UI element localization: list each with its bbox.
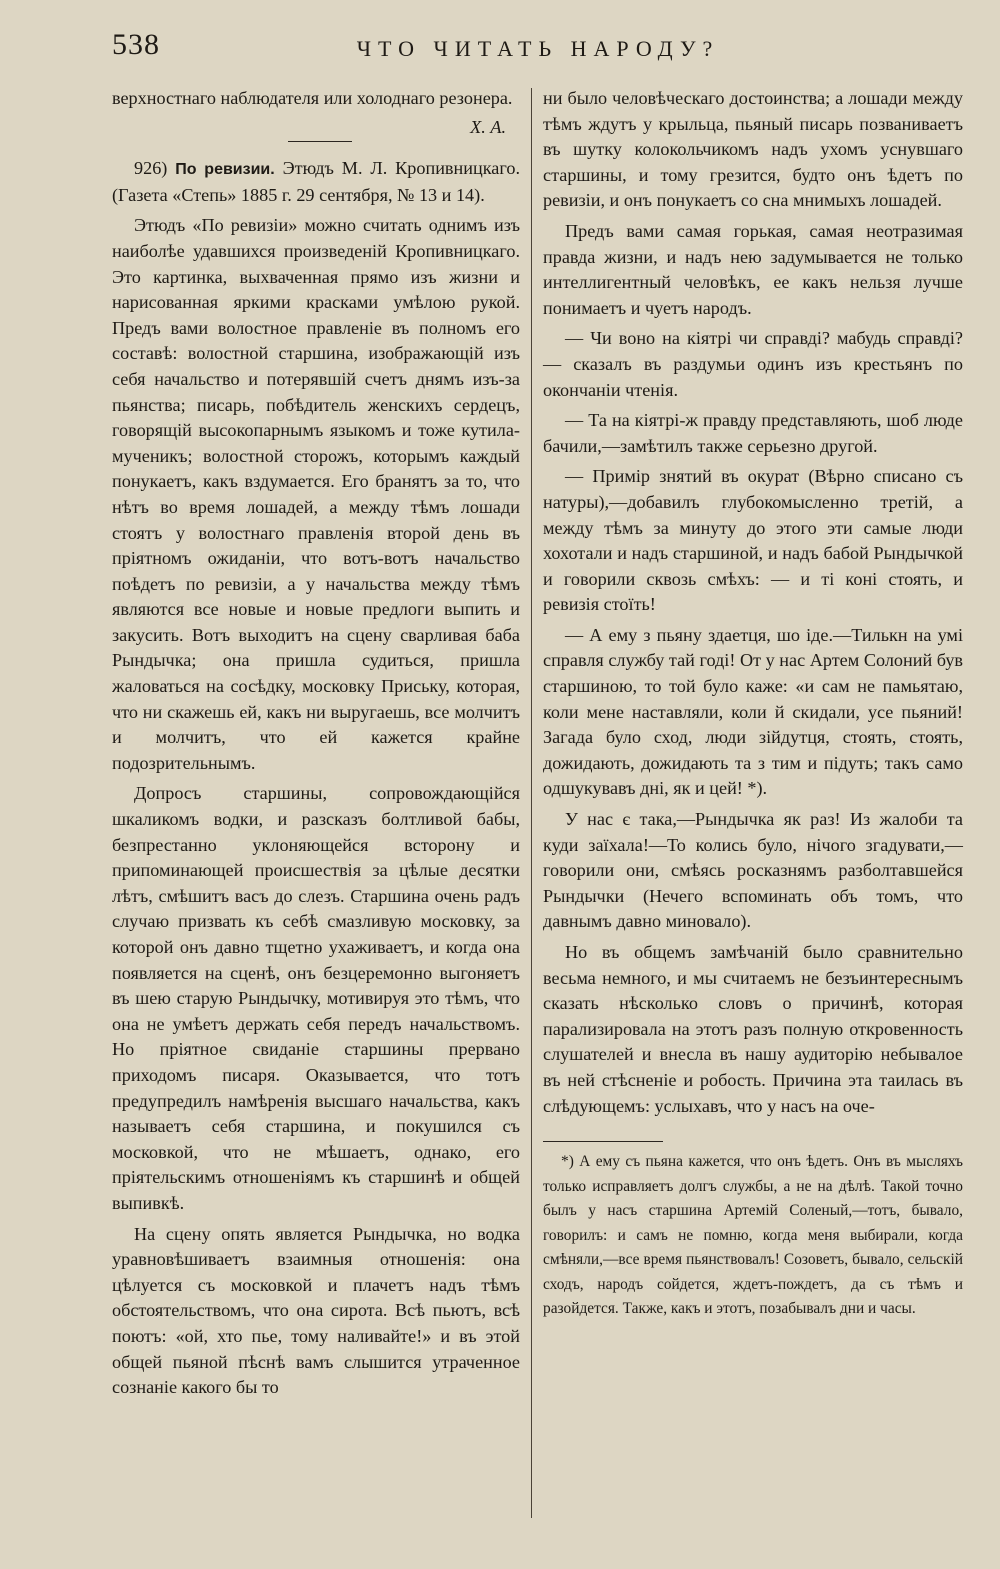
author-signature: Х. А. bbox=[470, 116, 506, 137]
paragraph: ни было человѣческаго достоинства; а лошади между тѣмъ ждутъ у крыльца, пьяный писарь позваниваетъ въ шутку колокольчикомъ надъ ухомъ уснувшаго старшины, и тому грезится, будто онъ ѣдетъ по ревизіи, и онъ понукаетъ со сна мнимыхъ лошадей. bbox=[543, 88, 963, 211]
paragraph: верхностнаго наблюдателя или холоднаго резонера. bbox=[112, 88, 513, 108]
paragraph: — А ему з пьяну здаетця, шо іде.—Тилькн на умі справля службу тай годі! От у нас Артем Солоний був старшиною, то той було каже: «и сам не памьятаю, коли мене наставляли, коли й скидали, усе пьяний! Загада було сход, люди зійдутця, стоять, стоять, дожидають, дожидають та з тим и підуть; такъ само одшукувавъ дні, як и цей! *). bbox=[543, 624, 963, 799]
paragraph: Этюдъ «По ревизіи» можно считать однимъ изъ наиболѣе удавшихся произведеній Кропивницкаго. Это картинка, выхваченная прямо изъ жизни и нарисованная яркими красками умѣлою рукой. Предъ вами волостное правленіе въ полномъ его составѣ: волостной старшина, изображающій изъ себя начальство и потерявшій счетъ днямъ изъ-за пьянства; писарь, побѣдитель женскихъ сердецъ, говорящій высокопарнымъ языкомъ и тоже кутила-мученикъ; волостной сторожъ, которымъ каждый понукаетъ, какъ вздумается. Его бранятъ за то, что нѣтъ во время лошадей, а между тѣмъ лошади стоятъ у волостнаго правленія второй день въ пріятномъ ожиданіи, что вотъ-вотъ начальство поѣдетъ по ревизіи, а у начальства между тѣмъ являются все новые и новые предлоги выпить и закусить. Вотъ выходитъ на сцену сварливая баба Рындычка; она пришла судиться, пришла жаловаться на сосѣдку, московку Приську, которая, что ни скажешь ей, какъ ни выругаешь, все молчитъ и молчитъ, что ей кажется крайне подозрительнымъ. bbox=[112, 215, 520, 773]
paragraph: Предъ вами самая горькая, самая неотразимая правда жизни, и надъ нею задумывается не только интеллигентный человѣкъ, ее какъ нельзя лучше понимаетъ и чуетъ народъ. bbox=[543, 220, 963, 318]
page-header bbox=[112, 26, 964, 66]
right-column bbox=[543, 86, 963, 1327]
paragraph: Но въ общемъ замѣчаній было сравнительно весьма немного, и мы считаемъ не безъинтереснымъ сказать нѣсколько словъ о причинѣ, которая парализировала на этотъ разъ полную откровенность слушателей и внесла въ нашу аудиторію небывалое въ ней стѣсненіе и робость. Причина эта таилась въ слѣдующемъ: услыхавъ, что у насъ на оче- bbox=[543, 942, 963, 1116]
column-divider bbox=[531, 88, 532, 1518]
paragraph: — Та на кіятрі-ж правду представляють, шоб люде бачили,—замѣтилъ также серьезно другой. bbox=[543, 410, 963, 456]
page-number: 538 bbox=[112, 28, 160, 61]
entry-number: 926) bbox=[134, 158, 168, 179]
paragraph: На сцену опять является Рындычка, но водка уравновѣшиваетъ взаимныя отношенія: она цѣлуется съ московкой и плачетъ надъ тѣмъ обстоятельствомъ, что она сирота. Всѣ пьютъ, всѣ поютъ: «ой, хто пье, тому наливайте!» и въ этой общей пьяной пѣснѣ вамъ слышится утраченное сознаніе какого бы то bbox=[112, 1223, 520, 1398]
paragraph: — Чи воно на кіятрі чи справді? мабудь справді? — сказалъ въ раздумьи одинъ изъ крестьянъ по окончаніи чтенія. bbox=[543, 328, 963, 400]
paragraph: — Примір знятий въ окурат (Вѣрно списано съ натуры),—добавилъ глубокомысленно третій, а между тѣмъ за минуту до этого эти самые люди хохотали и надъ старшиной, и надъ бабой Рындычкой и говорили сквозь смѣхъ: — и ті коні стоять, и ревизія стоїть! bbox=[543, 466, 963, 615]
section-divider bbox=[288, 141, 352, 142]
footnote: *) А ему съ пьяна кажется, что онъ ѣдетъ. Онъ въ мысляхъ только исправляетъ долгъ службы, а не на дѣлѣ. Такой точно былъ у насъ старшина Артемій Соленый,—тотъ, бывало, говорилъ: и самъ не помню, когда меня выбирали, когда смѣняли,—все время пьянствовалъ! Созоветъ, бывало, сельскій сходъ, народъ сойдется, ждетъ-пождетъ, да съ тѣмъ и разойдется. Также, какъ и этотъ, позабывалъ дни и часы. bbox=[543, 1153, 963, 1318]
entry-heading bbox=[112, 156, 520, 208]
entry-reference: Этюдъ М. Л. Кропивницкаго. (Газета «Степь» 1885 г. 29 сентября, № 13 и 14). bbox=[112, 158, 521, 205]
footnote-divider bbox=[543, 1141, 663, 1142]
left-column bbox=[112, 86, 520, 1406]
paragraph: Допросъ старшины, сопровождающійся шкаликомъ водки, и разсказъ болтливой бабы, безпрестанно уклоняющейся всторону и припоминающей происшествія за цѣлые десятки лѣтъ, смѣшитъ васъ до слезъ. Старшина очень радъ случаю призвать къ себѣ смазливую московку, за которой онъ давно тщетно ухаживаетъ, и когда она появляется на сценѣ, онъ безцеремонно выгоняетъ въ шею старую Рындычку, мотивируя это тѣмъ, что она не умѣетъ держать себя передъ начальствомъ. Но пріятное свиданіе старшины прервано приходомъ писаря. Оказывается, что тотъ предупредилъ намѣренія высшаго начальства, какъ называетъ себя старшина, и покушился съ московкой, что не мѣшаетъ, однако, его пріятельскимъ отношеніямъ къ старшинѣ и общей выпивкѣ. bbox=[112, 783, 520, 1213]
entry-title: По ревизии. bbox=[175, 161, 275, 179]
paragraph: У нас є така,—Рындычка як раз! Из жалоби та куди заїхала!—То колись було, нічого згадувати,—говорили они, смѣясь росказнямъ разболтавшейся Рындычки (Нечего вспоминать объ томъ, что давнымъ давно миновало). bbox=[543, 809, 963, 932]
running-title: ЧТО ЧИТАТЬ НАРОДУ? bbox=[356, 36, 720, 61]
